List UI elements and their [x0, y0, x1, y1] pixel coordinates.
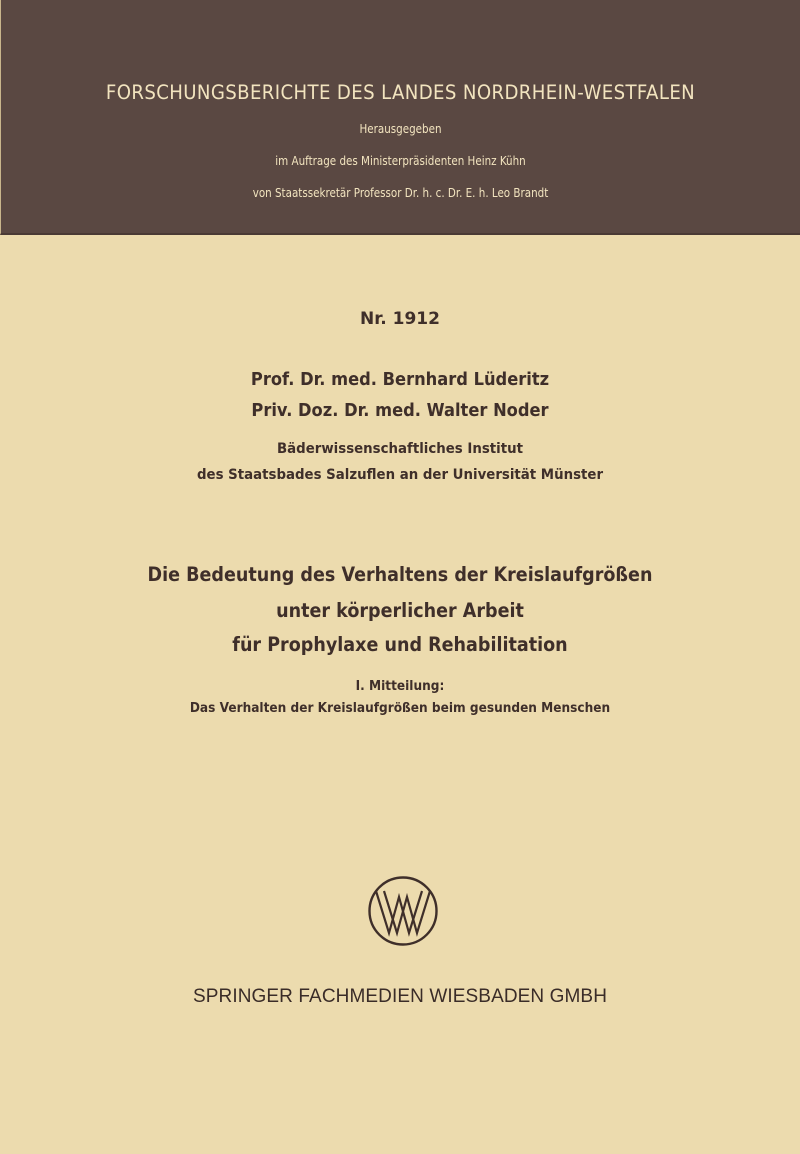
publisher-name: SPRINGER FACHMEDIEN WIESBADEN GMBH: [192, 986, 608, 1007]
author-1: Prof. Dr. med. Bernhard Lüderitz: [250, 370, 550, 390]
circled-double-w-logo-icon: [367, 875, 439, 947]
series-title: FORSCHUNGSBERICHTE DES LANDES NORDRHEIN-WESTFALEN: [105, 81, 696, 104]
editor-line-2: im Auftrage des Ministerpräsidenten Heinz Kühn: [275, 153, 526, 168]
institute-line-1: Bäderwissenschaftliches Institut: [277, 441, 523, 457]
title-line-1: Die Bedeutung des Verhaltens der Kreislaufgrößen: [147, 563, 653, 586]
subtitle-line-1: I. Mitteilung:: [355, 678, 445, 694]
editor-line-1: Herausgegeben: [359, 121, 442, 136]
institute-line-2: des Staatsbades Salzuflen an der Universität Münster: [196, 467, 604, 483]
series-header-band: [0, 0, 800, 235]
title-line-3: für Prophylaxe und Rehabilitation: [232, 633, 568, 656]
editor-line-3: von Staatssekretär Professor Dr. h. c. Dr. E. h. Leo Brandt: [252, 185, 549, 200]
author-2: Priv. Doz. Dr. med. Walter Noder: [251, 401, 549, 421]
report-number: Nr. 1912: [360, 309, 440, 329]
title-line-2: unter körperlicher Arbeit: [276, 599, 524, 622]
subtitle-line-2: Das Verhalten der Kreislaufgrößen beim gesunden Menschen: [189, 700, 611, 716]
